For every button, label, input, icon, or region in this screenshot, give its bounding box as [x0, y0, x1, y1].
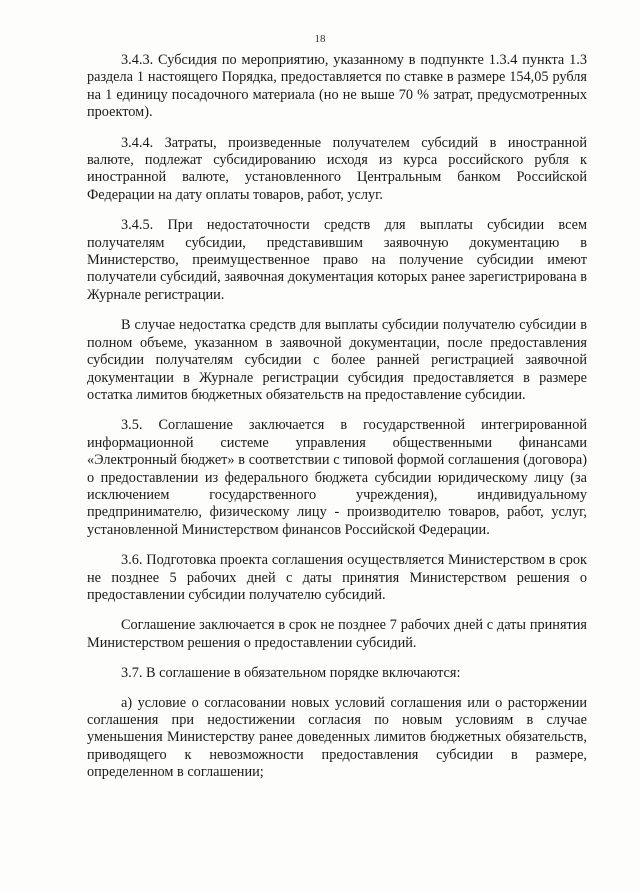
paragraph-agreement-term: Соглашение заключается в срок не позднее 7 рабочих дней с даты принятия Министерством решения о предоставлении субсидий.	[87, 617, 587, 651]
document-body	[87, 52, 587, 795]
paragraph-3-6: 3.6. Подготовка проекта соглашения осуществляется Министерством в срок не позднее 5 рабочих дней с даты принятия Министерством решения о предоставлении субсидии получателю субсидий.	[87, 552, 587, 603]
paragraph-3-7-a: а) условие о согласовании новых условий соглашения или о расторжении соглашения при недостижении согласия по новым условиям в случае уменьшения Министерству ранее доведенных лимитов бюджетных обязательств, приводящего к невозможности предоставления субсидии в размере, определенном в соглашении;	[87, 694, 587, 781]
page-number: 18	[314, 33, 326, 45]
paragraph-insufficient-funds: В случае недостатка средств для выплаты субсидии получателю субсидии в полном объеме, указанном в заявочной документации, после предоставления субсидии получателям субсидии с более ранней регистрацией заявочной документации в Журнале регистрации субсидия предоставляется в размере остатка лимитов бюджетных обязательств на предоставление субсидии.	[87, 317, 587, 403]
paragraph-3-4-4: 3.4.4. Затраты, произведенные получателем субсидий в иностранной валюте, подлежат субсидированию исходя из курса российского рубля к иностранной валюте, установленного Центральным банком Российской Федерации на дату оплаты товаров, работ, услуг.	[87, 134, 587, 203]
paragraph-3-5: 3.5. Соглашение заключается в государственной интегрированной информационной системе управления общественными финансами «Электронный бюджет» в соответствии с типовой формой соглашения (договора) о предоставлении из федерального бюджета субсидии юридическому лицу (за исключением государственного учреждения), индивидуальному предпринимателю, физическому лицу - производителю товаров, работ, услуг, установленной Министерством финансов Российской Федерации.	[87, 417, 587, 538]
paragraph-3-4-3: 3.4.3. Субсидия по мероприятию, указанному в подпункте 1.3.4 пункта 1.3 раздела 1 настоящего Порядка, предоставляется по ставке в размере 154,05 рубля на 1 единицу посадочного материала (но не выше 70 % затрат, предусмотренных проектом).	[87, 52, 587, 121]
paragraph-3-4-5: 3.4.5. При недостаточности средств для выплаты субсидии всем получателям субсидии, представившим заявочную документацию в Министерство, преимущественное право на получение субсидии имеют получатели субсидий, заявочная документация которых ранее зарегистрирована в Журнале регистрации.	[87, 217, 587, 303]
paragraph-3-7: 3.7. В соглашение в обязательном порядке включаются:	[121, 665, 461, 682]
